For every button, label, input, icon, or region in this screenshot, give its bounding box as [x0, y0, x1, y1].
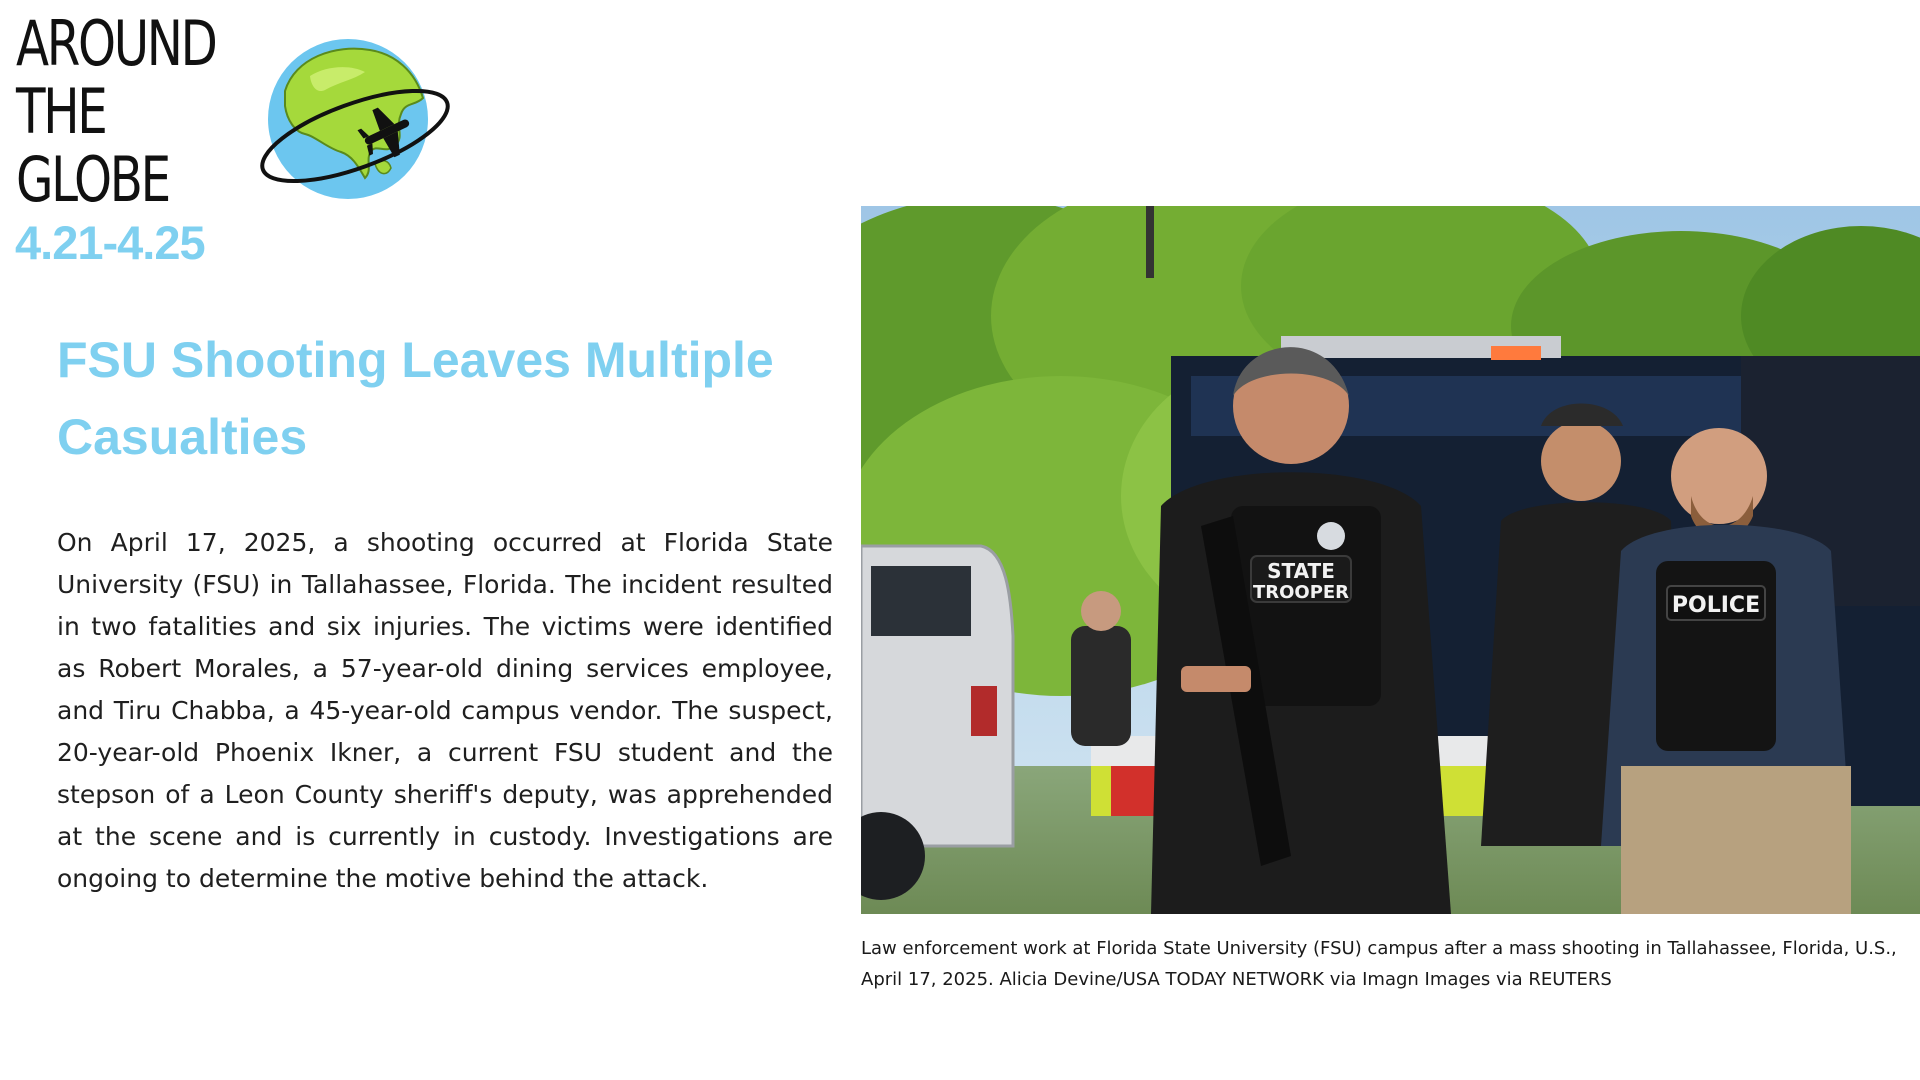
- brand-title: [16, 7, 216, 216]
- badge-state: STATE: [1267, 559, 1335, 583]
- article-body: On April 17, 2025, a shooting occurred at Florida State University (FSU) in Tallahassee, Florida. The incident resulted in two fatalities and six injuries. The victims were identified as Robert Morales, a 57-year-old dining services employee, and Tiru Chabba, a 45-year-old campus vendor. The suspect, 20-year-old Phoenix Ikner, a current FSU student and the stepson of a Leon County sheriff's deputy, was apprehended at the scene and is currently in custody. Investigations are ongoing to determine the motive behind the attack.: [57, 528, 833, 893]
- brand-title-line-3: GLOBE: [16, 143, 169, 216]
- brand-title-line-1: AROUND: [16, 7, 216, 80]
- news-photo: [861, 206, 1920, 914]
- globe-with-airplane-icon: [255, 36, 455, 208]
- brand-title-line-2: THE: [16, 75, 106, 148]
- article-headline: FSU Shooting Leaves Multiple Casualties: [57, 332, 774, 465]
- photo-caption: Law enforcement work at Florida State University (FSU) campus after a mass shooting in Tallahassee, Florida, U.S., April 17, 2025. Alicia Devine/USA TODAY NETWORK via Imagn Images via REUTERS: [861, 938, 1897, 990]
- date-range: 4.21-4.25: [15, 216, 205, 269]
- badge-police: POLICE: [1671, 593, 1761, 618]
- badge-trooper: TROOPER: [1252, 582, 1350, 603]
